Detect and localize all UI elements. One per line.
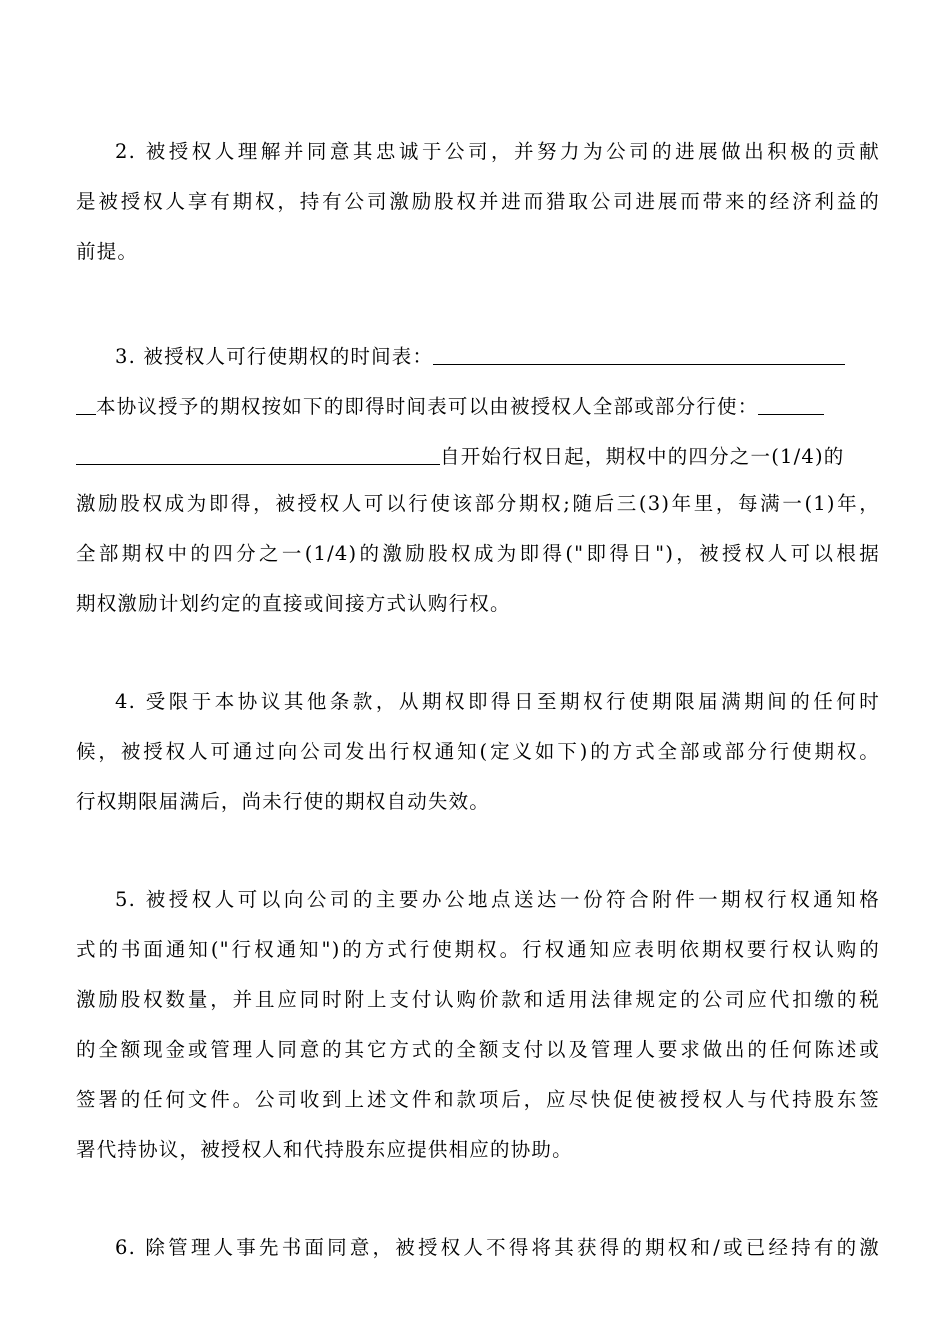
paragraph-4-line-1: 4. 受限于本协议其他条款，从期权即得日至期权行使期限届满期间的任何时	[115, 690, 880, 713]
vesting-start: 自开始行权日起，期权中的四分之一(1/4)的	[440, 445, 845, 468]
fill-blank	[76, 442, 440, 465]
paragraph-2-line-3: 前提。	[76, 240, 139, 263]
paragraph-4-line-3: 行权期限届满后，尚未行使的期权自动失效。	[76, 790, 491, 813]
paragraph-3-line-2	[76, 390, 880, 421]
paragraph-5-line-3: 激励股权数量，并且应同时附上支付认购价款和适用法律规定的公司应代扣缴的税	[76, 988, 880, 1011]
paragraph-3-line-1	[115, 340, 880, 371]
fill-blank	[76, 392, 96, 415]
paragraph-6-line-1: 6. 除管理人事先书面同意，被授权人不得将其获得的期权和/或已经持有的激	[115, 1236, 880, 1259]
fill-blank	[433, 342, 845, 365]
schedule-intro: 本协议授予的期权按如下的即得时间表可以由被授权人全部或部分行使：	[96, 395, 759, 418]
paragraph-4-line-2: 候，被授权人可通过向公司发出行权通知(定义如下)的方式全部或部分行使期权。	[76, 740, 880, 763]
schedule-heading: 3. 被授权人可行使期权的时间表：	[115, 345, 434, 368]
paragraph-3-line-4: 激励股权成为即得，被授权人可以行使该部分期权;随后三(3)年里，每满一(1)年，	[76, 492, 880, 515]
paragraph-2-line-2: 是被授权人享有期权，持有公司激励股权并进而猎取公司进展而带来的经济利益的	[76, 190, 880, 213]
fill-blank	[758, 392, 824, 415]
paragraph-3-line-3	[76, 440, 880, 471]
paragraph-3-line-6: 期权激励计划约定的直接或间接方式认购行权。	[76, 592, 511, 615]
paragraph-5-line-4: 的全额现金或管理人同意的其它方式的全额支付以及管理人要求做出的任何陈述或	[76, 1038, 880, 1061]
paragraph-5-line-6: 署代持协议，被授权人和代持股东应提供相应的协助。	[76, 1138, 573, 1161]
paragraph-5-line-1: 5. 被授权人可以向公司的主要办公地点送达一份符合附件一期权行权通知格	[115, 888, 880, 911]
paragraph-5-line-5: 签署的任何文件。公司收到上述文件和款项后，应尽快促使被授权人与代持股东签	[76, 1088, 880, 1111]
paragraph-2-line-1: 2. 被授权人理解并同意其忠诚于公司，并努力为公司的进展做出积极的贡献	[115, 140, 880, 163]
paragraph-5-line-2: 式的书面通知("行权通知")的方式行使期权。行权通知应表明依期权要行权认购的	[76, 938, 880, 961]
paragraph-3-line-5: 全部期权中的四分之一(1/4)的激励股权成为即得("即得日")，被授权人可以根据	[76, 542, 880, 565]
